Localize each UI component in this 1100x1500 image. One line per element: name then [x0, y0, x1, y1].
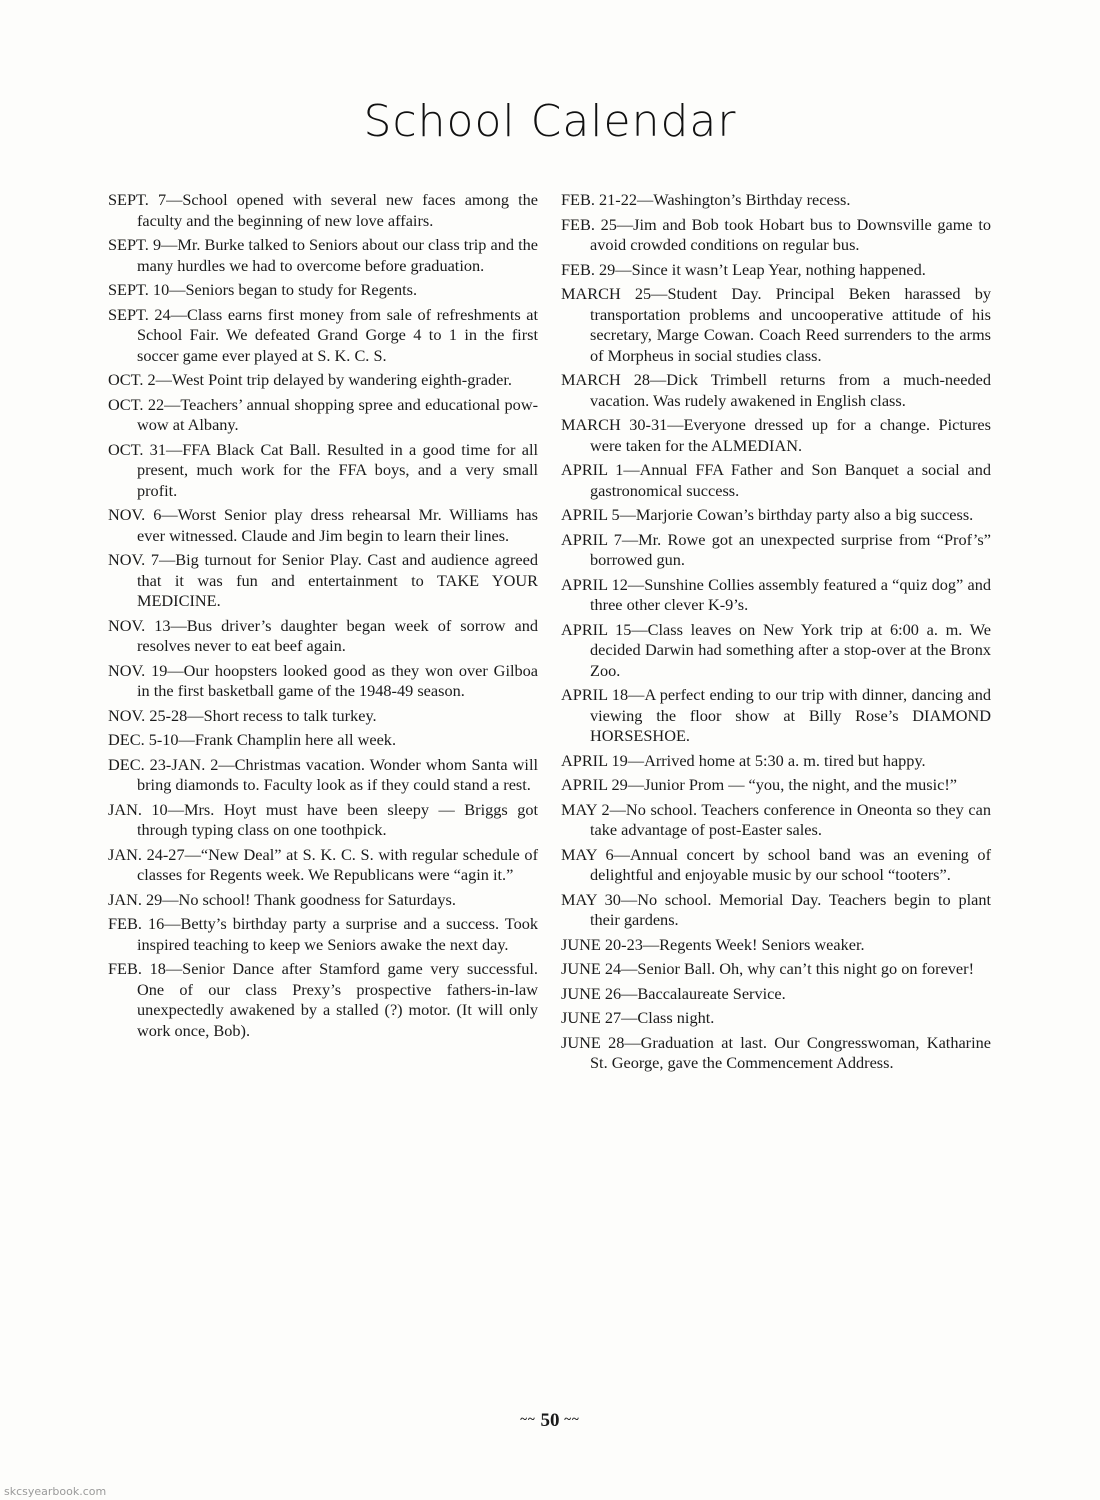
calendar-entry: OCT. 31—FFA Black Cat Ball. Resulted in a good time for all present, much work for the FFA boys, and a very small profit.	[108, 439, 538, 500]
folio-ornament-left: ~~	[520, 1411, 536, 1426]
calendar-entry: JUNE 28—Graduation at last. Our Congresswoman, Katharine St. George, gave the Commencement Address.	[561, 1032, 991, 1072]
folio-ornament-right: ~~	[564, 1411, 580, 1426]
calendar-entry: JUNE 20-23—Regents Week! Seniors weaker.	[561, 934, 865, 954]
calendar-entry: FEB. 16—Betty’s birthday party a surprise and a success. Took inspired teaching to keep we Seniors awake the next day.	[108, 914, 538, 954]
page-number-value: 50	[540, 1410, 560, 1431]
calendar-entry: NOV. 6—Worst Senior play dress rehearsal Mr. Williams has ever witnessed. Claude and Jim begin to learn their lines.	[108, 505, 538, 545]
calendar-entry: APRIL 7—Mr. Rowe got an unexpected surprise from “Prof’s” borrowed gun.	[561, 529, 991, 569]
calendar-entry: SEPT. 9—Mr. Burke talked to Seniors about our class trip and the many hurdles we had to overcome before graduation.	[108, 235, 538, 275]
calendar-entry: JUNE 26—Baccalaureate Service.	[561, 983, 786, 1003]
calendar-entry: APRIL 15—Class leaves on New York trip at 6:00 a. m. We decided Darwin had something after a stop-over at the Bronx Zoo.	[561, 619, 991, 680]
calendar-entry: JAN. 10—Mrs. Hoyt must have been sleepy — Briggs got through typing class on one toothpick.	[108, 799, 538, 839]
calendar-entry: JUNE 24—Senior Ball. Oh, why can’t this night go on forever!	[561, 959, 975, 978]
calendar-entry: DEC. 5-10—Frank Champlin here all week.	[108, 730, 397, 749]
calendar-entry: MAY 6—Annual concert by school band was an evening of delightful and enjoyable music by our school “tooters”.	[561, 844, 991, 884]
calendar-entry: FEB. 18—Senior Dance after Stamford game very successful. One of our class Prexy’s prospective fathers-in-law unexpectedly awakened by a stalled (?) motor. (It will only work once, Bob).	[108, 959, 538, 1040]
calendar-entry: MARCH 30-31—Everyone dressed up for a change. Pictures were taken for the ALMEDIAN.	[561, 415, 991, 455]
calendar-entry: OCT. 22—Teachers’ annual shopping spree and educational pow-wow at Albany.	[108, 394, 538, 434]
calendar-entry: APRIL 29—Junior Prom — “you, the night, and the music!”	[561, 775, 957, 794]
calendar-entry: MAY 30—No school. Memorial Day. Teachers begin to plant their gardens.	[561, 889, 991, 929]
calendar-entry: NOV. 19—Our hoopsters looked good as they won over Gilboa in the first basketball game of the 1948-49 season.	[108, 660, 538, 700]
calendar-entry: JAN. 24-27—“New Deal” at S. K. C. S. with regular schedule of classes for Regents week. We Republicans were “agin it.”	[108, 844, 538, 884]
calendar-entry: NOV. 13—Bus driver’s daughter began week of sorrow and resolves never to eat beef again.	[108, 615, 538, 655]
calendar-entry: MARCH 28—Dick Trimbell returns from a much-needed vacation. Was rudely awakened in English class.	[561, 370, 991, 410]
calendar-entry: MARCH 25—Student Day. Principal Beken harassed by transportation problems and uncooperative attitude of his secretary, Marge Cowan. Coach Reed surrenders to the arms of Morpheus in social studies class.	[561, 284, 991, 365]
calendar-entry: FEB. 25—Jim and Bob took Hobart bus to Downsville game to avoid crowded conditions on regular bus.	[561, 214, 991, 254]
calendar-entry: OCT. 2—West Point trip delayed by wandering eighth-grader.	[108, 370, 512, 389]
calendar-entry: JUNE 27—Class night.	[561, 1008, 715, 1027]
calendar-column-left	[108, 190, 538, 1045]
calendar-entry: APRIL 18—A perfect ending to our trip with dinner, dancing and viewing the floor show at Billy Rose’s DIAMOND HORSESHOE.	[561, 685, 991, 745]
calendar-column-right	[561, 190, 991, 1078]
calendar-entry: SEPT. 24—Class earns first money from sale of refreshments at School Fair. We defeated Grand Gorge 4 to 1 in the first soccer game ever played at S. K. C. S.	[108, 304, 538, 365]
calendar-entry: SEPT. 10—Seniors began to study for Regents.	[108, 280, 418, 299]
calendar-entry: JAN. 29—No school! Thank goodness for Saturdays.	[108, 889, 456, 909]
calendar-entry: NOV. 25-28—Short recess to talk turkey.	[108, 705, 377, 725]
calendar-entry: APRIL 19—Arrived home at 5:30 a. m. tired but happy.	[561, 750, 926, 770]
calendar-entry: FEB. 21-22—Washington’s Birthday recess.	[561, 190, 851, 209]
calendar-entry: NOV. 7—Big turnout for Senior Play. Cast and audience agreed that it was fun and entertainment to TAKE YOUR MEDICINE.	[108, 550, 538, 610]
calendar-entry: APRIL 5—Marjorie Cowan’s birthday party also a big success.	[561, 505, 974, 524]
calendar-entry: SEPT. 7—School opened with several new faces among the faculty and the beginning of new love affairs.	[108, 190, 538, 230]
calendar-entry: FEB. 29—Since it wasn’t Leap Year, nothing happened.	[561, 259, 926, 279]
page-title: School Calendar	[363, 96, 737, 147]
calendar-entry: DEC. 23-JAN. 2—Christmas vacation. Wonder whom Santa will bring diamonds to. Faculty look as if they could stand a rest.	[108, 754, 538, 794]
calendar-entry: APRIL 12—Sunshine Collies assembly featured a “quiz dog” and three other clever K-9’s.	[561, 574, 991, 614]
page-number	[0, 1410, 1100, 1432]
calendar-entry: MAY 2—No school. Teachers conference in Oneonta so they can take advantage of post-Easter sales.	[561, 799, 991, 839]
site-watermark: skcsyearbook.com	[4, 1485, 107, 1498]
calendar-entry: APRIL 1—Annual FFA Father and Son Banquet a social and gastronomical success.	[561, 460, 991, 500]
